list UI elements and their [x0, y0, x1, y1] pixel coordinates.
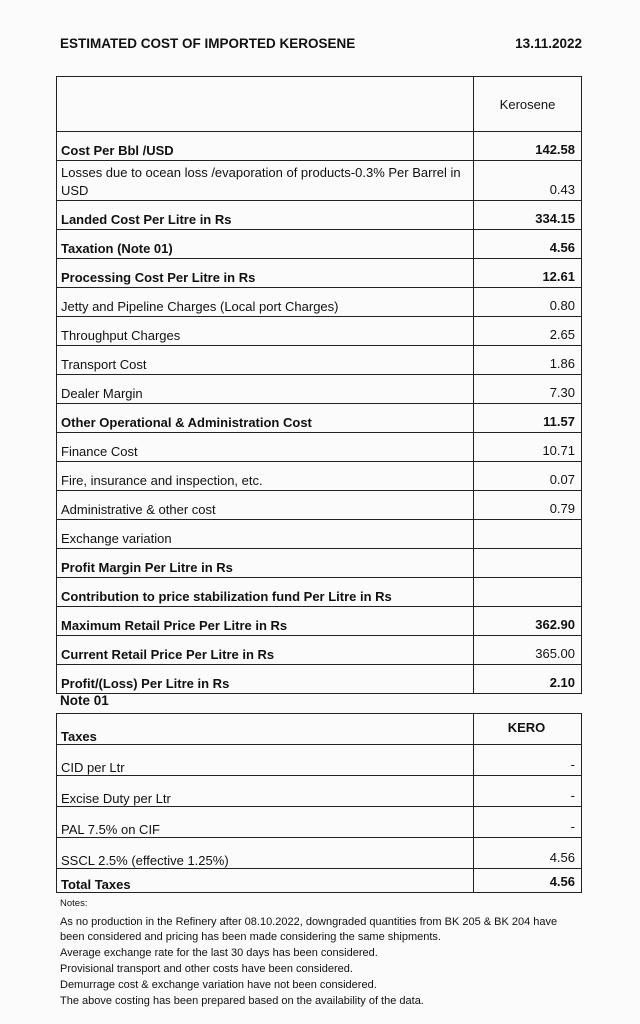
- row-label: Processing Cost Per Litre in Rs: [57, 259, 474, 288]
- total-taxes-label: Total Taxes: [57, 869, 474, 893]
- row-label: Taxation (Note 01): [57, 230, 474, 259]
- table-row: [57, 838, 582, 869]
- table-row: [57, 132, 582, 161]
- row-value: 0.07: [474, 462, 582, 491]
- row-label: Jetty and Pipeline Charges (Local port Charges): [57, 288, 474, 317]
- tax-label: SSCL 2.5% (effective 1.25%): [57, 838, 474, 869]
- table-row: [57, 288, 582, 317]
- table-row: [57, 201, 582, 230]
- row-value: 365.00: [474, 636, 582, 665]
- taxes-total-row: [57, 869, 582, 893]
- table-row: [57, 636, 582, 665]
- row-value: 2.10: [474, 665, 582, 694]
- row-label: Profit/(Loss) Per Litre in Rs: [57, 665, 474, 694]
- table-row: [57, 578, 582, 607]
- table-row: [57, 161, 582, 201]
- row-value: [474, 520, 582, 549]
- tax-value: 4.56: [474, 838, 582, 869]
- tax-value: -: [474, 776, 582, 807]
- row-label: Exchange variation: [57, 520, 474, 549]
- table-row: [57, 607, 582, 636]
- row-value: [474, 549, 582, 578]
- table-row: [57, 807, 582, 838]
- row-label: Fire, insurance and inspection, etc.: [57, 462, 474, 491]
- tax-value: -: [474, 807, 582, 838]
- taxes-header-label: Taxes: [57, 714, 474, 745]
- table-row: [57, 404, 582, 433]
- table-row: [57, 433, 582, 462]
- table-row: [57, 346, 582, 375]
- document-header: [60, 36, 582, 51]
- note-line: As no production in the Refinery after 08.10.2022, downgraded quantities from BK 205 & BK 204 have been considered and pricing has been made considering the same shipments.: [60, 916, 558, 943]
- row-value: 142.58: [474, 132, 582, 161]
- row-value: 12.61: [474, 259, 582, 288]
- table-row: [57, 491, 582, 520]
- tax-label: CID per Ltr: [57, 745, 474, 776]
- table-row: [57, 745, 582, 776]
- table-row: [57, 520, 582, 549]
- row-value: 334.15: [474, 201, 582, 230]
- row-value: 7.30: [474, 375, 582, 404]
- row-label: Other Operational & Administration Cost: [57, 404, 474, 433]
- row-label: Contribution to price stabilization fund Per Litre in Rs: [57, 578, 474, 607]
- table-row: [57, 549, 582, 578]
- table-row: [57, 665, 582, 694]
- table-row: [57, 375, 582, 404]
- row-label: Administrative & other cost: [57, 491, 474, 520]
- row-value: 4.56: [474, 230, 582, 259]
- row-label: Landed Cost Per Litre in Rs: [57, 201, 474, 230]
- note-line: The above costing has been prepared based on the availability of the data.: [60, 995, 424, 1007]
- row-label: Dealer Margin: [57, 375, 474, 404]
- row-label: Current Retail Price Per Litre in Rs: [57, 636, 474, 665]
- row-value: 362.90: [474, 607, 582, 636]
- row-value: 10.71: [474, 433, 582, 462]
- total-taxes-value: 4.56: [474, 869, 582, 893]
- document-title: ESTIMATED COST OF IMPORTED KEROSENE: [60, 36, 356, 51]
- document-date: 13.11.2022: [515, 36, 582, 51]
- table-row: [57, 776, 582, 807]
- note-line: Provisional transport and other costs have been considered.: [60, 963, 353, 975]
- row-label: Finance Cost: [57, 433, 474, 462]
- row-label: Maximum Retail Price Per Litre in Rs: [57, 607, 474, 636]
- row-label: Transport Cost: [57, 346, 474, 375]
- row-value: 0.43: [474, 161, 582, 201]
- row-label: Cost Per Bbl /USD: [57, 132, 474, 161]
- row-value: 11.57: [474, 404, 582, 433]
- table-row: [57, 317, 582, 346]
- row-label: Profit Margin Per Litre in Rs: [57, 549, 474, 578]
- cost-table-header-label: [57, 77, 474, 132]
- row-value: 2.65: [474, 317, 582, 346]
- row-value: 0.80: [474, 288, 582, 317]
- note-line: Average exchange rate for the last 30 days has been considered.: [60, 947, 378, 959]
- taxes-table: [56, 713, 582, 893]
- notes-heading: Notes:: [60, 898, 88, 909]
- row-value: [474, 578, 582, 607]
- note-01-title: Note 01: [60, 693, 109, 708]
- note-line: Demurrage cost & exchange variation have not been considered.: [60, 979, 377, 991]
- tax-label: PAL 7.5% on CIF: [57, 807, 474, 838]
- table-row: [57, 230, 582, 259]
- row-label: Losses due to ocean loss /evaporation of products-0.3% Per Barrel in USD: [57, 161, 474, 201]
- table-row: [57, 259, 582, 288]
- table-row: [57, 462, 582, 491]
- row-value: 1.86: [474, 346, 582, 375]
- row-label: Throughput Charges: [57, 317, 474, 346]
- cost-table-header-kerosene: Kerosene: [474, 77, 582, 132]
- cost-table-header-row: [57, 77, 582, 132]
- row-value: 0.79: [474, 491, 582, 520]
- tax-value: -: [474, 745, 582, 776]
- taxes-table-header-row: [57, 714, 582, 745]
- notes-section: [60, 896, 580, 1010]
- cost-table: [56, 76, 582, 694]
- taxes-header-kero: KERO: [474, 714, 582, 745]
- tax-label: Excise Duty per Ltr: [57, 776, 474, 807]
